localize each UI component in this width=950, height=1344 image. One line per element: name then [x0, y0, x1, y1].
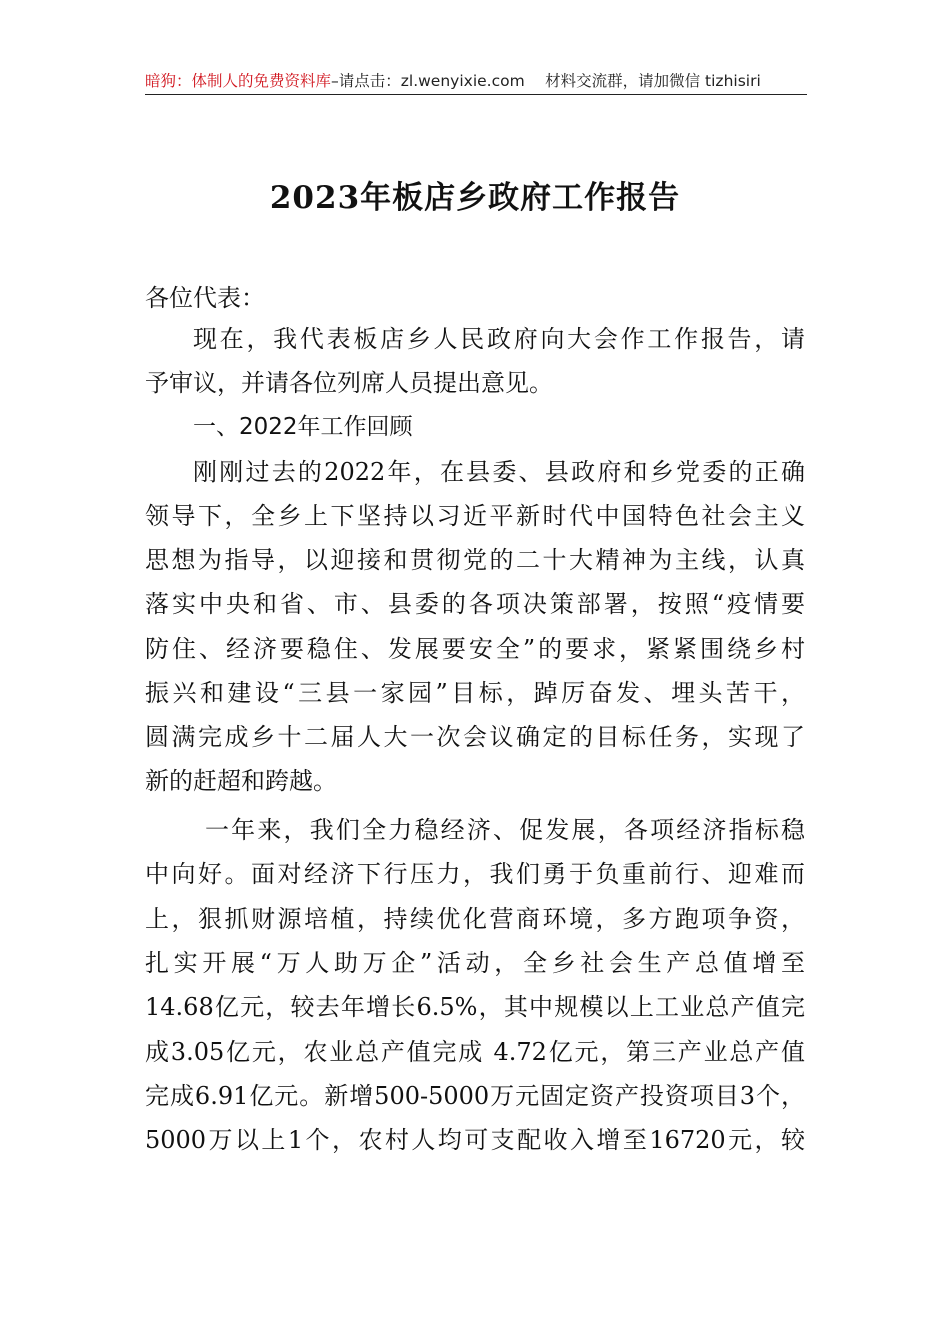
- salutation: 各位代表：: [145, 284, 265, 312]
- body-line: 一年来，我们全力稳经济、促发展，各项经济指标稳: [205, 816, 805, 844]
- body-line: 现在，我代表板店乡人民政府向大会作工作报告，请: [193, 325, 805, 353]
- body-line: 上，狠抓财源培植，持续优化营商环境，多方跑项争资，: [145, 905, 805, 933]
- body-line: 振兴和建设“三县一家园”目标，踔厉奋发、埋头苦干，: [145, 679, 805, 707]
- header-source-text: 暗狗：体制人的免费资料库: [145, 72, 332, 90]
- body-line: 思想为指导，以迎接和贯彻党的二十大精神为主线，认真: [145, 546, 805, 574]
- body-line: 14.68亿元，较去年增长6.5%，其中规模以上工业总产值完: [145, 993, 805, 1021]
- header-divider: [145, 94, 807, 95]
- body-line: 刚刚过去的2022年，在县委、县政府和乡党委的正确: [193, 458, 805, 486]
- document-title: 2023年板店乡政府工作报告: [269, 180, 681, 216]
- body-line: 防住、经济要稳住、发展要安全”的要求，紧紧围绕乡村: [145, 635, 805, 663]
- body-line: 圆满完成乡十二届人大一次会议确定的目标任务，实现了: [145, 723, 805, 751]
- page-header: [145, 70, 807, 96]
- body-line: 完成6.91亿元。新增500-5000万元固定资产投资项目3个，: [145, 1082, 805, 1110]
- body-line: 扎实开展“万人助万企”活动，全乡社会生产总值增至: [145, 949, 805, 977]
- section-heading: 一、2022年工作回顾: [193, 414, 413, 440]
- body-line: 予审议，并请各位列席人员提出意见。: [145, 369, 553, 397]
- body-line: 中向好。面对经济下行压力，我们勇于负重前行、迎难而: [145, 860, 805, 888]
- body-line: 5000万以上1个，农村人均可支配收入增至16720元，较: [145, 1126, 805, 1154]
- body-line: 成3.05亿元，农业总产值完成 4.72亿元，第三产业总产值: [145, 1038, 805, 1066]
- body-line: 落实中央和省、市、县委的各项决策部署，按照“疫情要: [145, 590, 805, 618]
- body-line: 领导下，全乡上下坚持以习近平新时代中国特色社会主义: [145, 502, 805, 530]
- body-line: 新的赶超和跨越。: [145, 767, 337, 795]
- header-contact-text: –请点击：zl.wenyixie.com 材料交流群，请加微信 tizhisiri: [331, 72, 761, 90]
